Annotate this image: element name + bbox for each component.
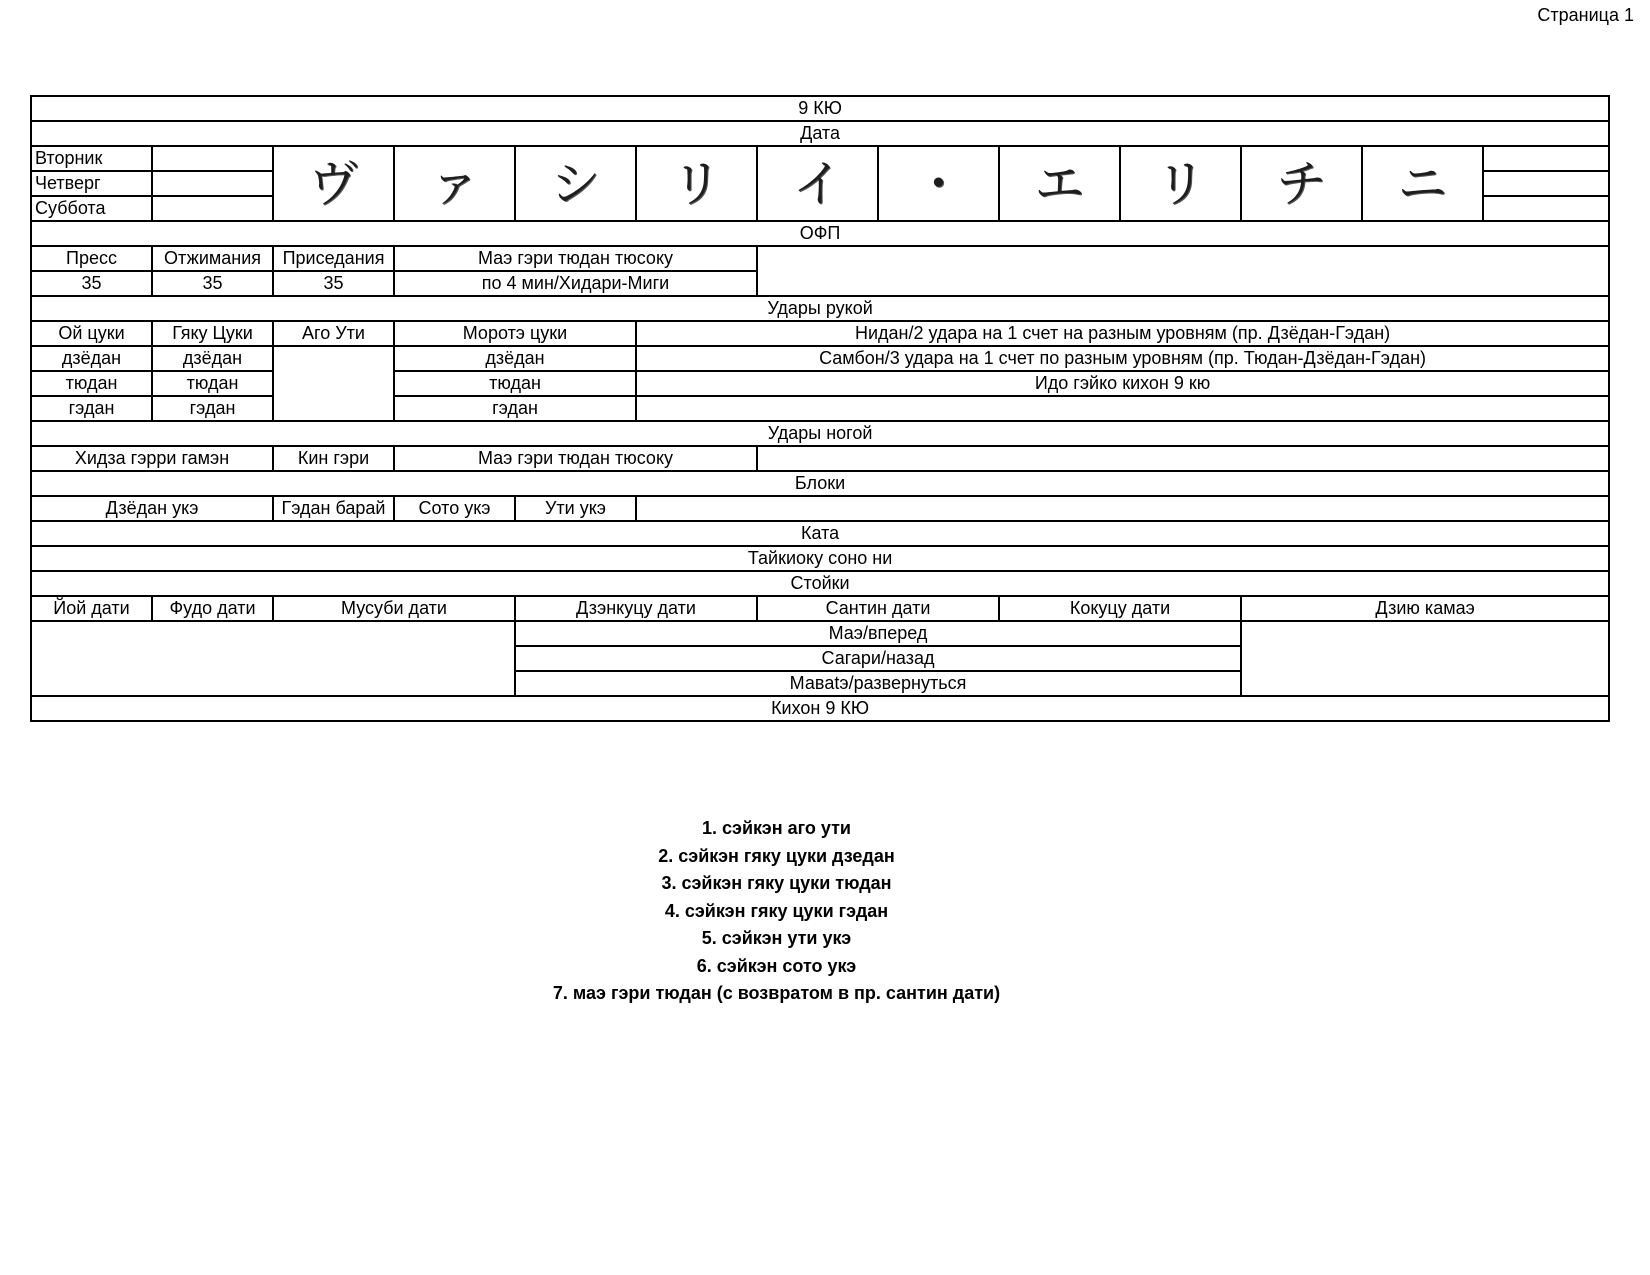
ofp-value: 35 [31, 271, 152, 296]
block-item: Дзёдан укэ [31, 496, 273, 521]
hand-strikes-title: Удары рукой [31, 296, 1609, 321]
program-table [30, 95, 1610, 722]
empty-cell [757, 246, 1609, 296]
kicks-title: Удары ногой [31, 421, 1609, 446]
name-char: ヴ [273, 146, 394, 221]
date-cell [152, 171, 273, 196]
name-char: エ [999, 146, 1120, 221]
empty-cell [31, 621, 515, 696]
ofp-value: 35 [152, 271, 273, 296]
hand-strike-header: Гяку Цуки [152, 321, 273, 346]
kata-title: Ката [31, 521, 1609, 546]
blocks-title: Блоки [31, 471, 1609, 496]
movement-item: Маэ/вперед [515, 621, 1241, 646]
date-cell [152, 146, 273, 171]
date-cell [1483, 171, 1609, 196]
name-char: ニ [1362, 146, 1483, 221]
kihon-item: 4. сэйкэн гяку цуки гэдан [664, 900, 889, 921]
ofp-header: Маэ гэри тюдан тюсоку [394, 246, 757, 271]
movement-item: Мавatэ/развернуться [515, 671, 1241, 696]
date-cell [1483, 196, 1609, 221]
stance-item: Кокуцу дати [999, 596, 1241, 621]
ofp-title: ОФП [31, 221, 1609, 246]
name-char: チ [1241, 146, 1362, 221]
level-cell: тюдан [152, 371, 273, 396]
kick-item: Кин гэри [273, 446, 394, 471]
name-char: リ [636, 146, 757, 221]
hand-strike-header: Ой цуки [31, 321, 152, 346]
stance-item: Дзию камаэ [1241, 596, 1609, 621]
kihon-item: 5. сэйкэн ути укэ [701, 928, 852, 948]
level-cell: гэдан [31, 396, 152, 421]
level-cell: гэдан [152, 396, 273, 421]
hand-strike-note: Нидан/2 удара на 1 счет на разным уровням (пр. Дзёдан-Гэдан) [636, 321, 1609, 346]
name-char: リ [1120, 146, 1241, 221]
day-saturday: Суббота [31, 196, 152, 221]
level-cell: тюдан [31, 371, 152, 396]
kihon-item: 6. сэйкэн сото укэ [696, 955, 857, 976]
hand-strike-header: Моротэ цуки [394, 321, 636, 346]
date-cell [152, 196, 273, 221]
empty-cell [757, 446, 1609, 471]
hand-strike-note: Идо гэйко кихон 9 кю [636, 371, 1609, 396]
hand-strike-header: Аго Ути [273, 321, 394, 346]
level-cell: дзёдан [152, 346, 273, 371]
kihon-title: Кихон 9 КЮ [31, 696, 1609, 721]
hand-strike-note: Самбон/3 удара на 1 счет по разным уровням (пр. Тюдан-Дзёдан-Гэдан) [636, 346, 1609, 371]
day-thursday: Четверг [31, 171, 152, 196]
day-tuesday: Вторник [31, 146, 152, 171]
block-item: Сото укэ [394, 496, 515, 521]
name-char: イ [757, 146, 878, 221]
ofp-header: Отжимания [152, 246, 273, 271]
page-number: Страница 1 [1537, 5, 1634, 25]
level-cell: гэдан [394, 396, 636, 421]
stance-item: Фудо дати [152, 596, 273, 621]
level-cell: дзёдан [394, 346, 636, 371]
stance-item: Дзэнкуцу дати [515, 596, 757, 621]
level-cell: дзёдан [31, 346, 152, 371]
stance-item: Сантин дати [757, 596, 999, 621]
stance-item: Мусуби дати [273, 596, 515, 621]
ofp-value: 35 [273, 271, 394, 296]
kick-item: Хидза гэрри гамэн [31, 446, 273, 471]
block-item: Гэдан барай [273, 496, 394, 521]
ofp-value: по 4 мин/Хидари-Миги [394, 271, 757, 296]
empty-cell [636, 496, 1609, 521]
empty-cell [636, 396, 1609, 421]
level-cell: тюдан [394, 371, 636, 396]
grade-title: 9 КЮ [31, 96, 1609, 121]
ofp-header: Пресс [31, 246, 152, 271]
kihon-item: 1. сэйкэн аго ути [702, 818, 851, 838]
empty-cell [1241, 621, 1609, 696]
movement-item: Сагари/назад [515, 646, 1241, 671]
name-char: シ [515, 146, 636, 221]
name-char: ァ [394, 146, 515, 221]
kihon-item: 7. маэ гэри тюдан (с возвратом в пр. сантин дати) [552, 983, 1001, 1003]
empty-cell [273, 346, 394, 421]
kihon-list [0, 815, 1553, 1008]
ofp-header: Приседания [273, 246, 394, 271]
kihon-item: 2. сэйкэн гяку цуки дзедан [658, 845, 895, 866]
date-cell [1483, 146, 1609, 171]
kata-item: Тайкиоку соно ни [31, 546, 1609, 571]
stances-title: Стойки [31, 571, 1609, 596]
date-label: Дата [31, 121, 1609, 146]
stance-item: Йой дати [31, 596, 152, 621]
kihon-item: 3. сэйкэн гяку цуки тюдан [661, 873, 892, 893]
block-item: Ути укэ [515, 496, 636, 521]
kick-item: Маэ гэри тюдан тюсоку [394, 446, 757, 471]
name-char: ・ [878, 146, 999, 221]
